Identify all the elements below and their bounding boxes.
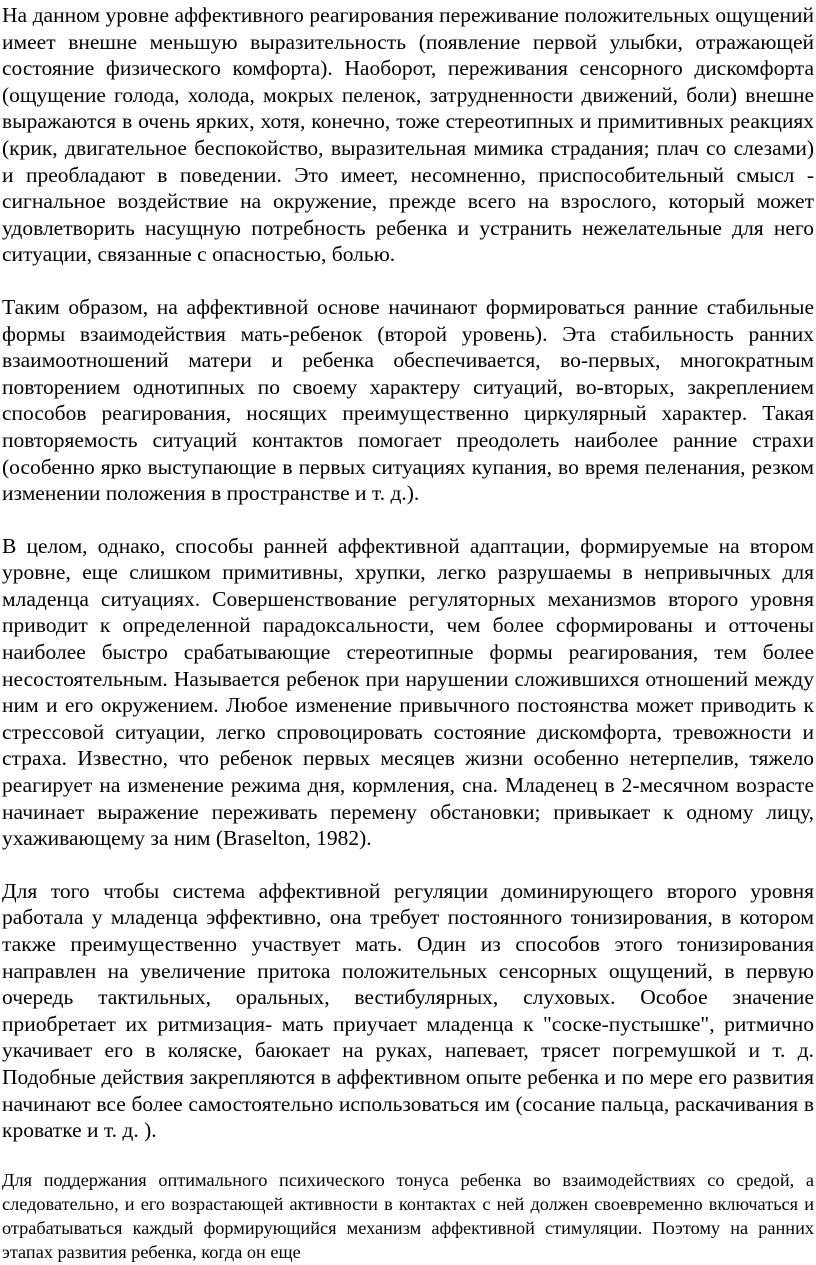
paragraph-4: Для того чтобы система аффективной регуляции доминирующего второго уровня работала у младенца эффективно, она требует постоянного тонизирования, в котором также преимущественно участвует мать. Один из способов этого тонизирования направлен на увеличение притока положительных сенсорных ощущений, в первую очередь тактильных, оральных, вестибулярных, слуховых. Особое значение приобретает их ритмизация- мать приучает младенца к "соске-пустышке", ритмично укачивает его в коляске, баюкает на руках, напевает, трясет погремушкой и т. д. Подобные действия закрепляются в аффективном опыте ребенка и по мере его развития начинают все более самостоятельно использоваться им (сосание пальца, раскачивания в кроватке и т. д. ). — [2, 878, 814, 1143]
paragraph-2: Таким образом, на аффективной основе начинают формироваться ранние стабильные формы взаимодействия мать-ребенок (второй уровень). Эта стабильность ранних взаимоотношений матери и ребенка обеспечивается, во-первых, многократным повторением однотипных по своему характеру ситуаций, во-вторых, закреплением способов реагирования, носящих преимущественно циркулярный характер. Такая повторяемость ситуаций контактов помогает преодолеть наиболее ранние страхи (особенно ярко выступающие в первых ситуациях купания, во время пеленания, резком изменении положения в пространстве и т. д.). — [2, 294, 814, 506]
paragraph-1: На данном уровне аффективного реагирования переживание положительных ощущений имеет внешне меньшую выразительность (появление первой улыбки, отражающей состояние физического комфорта). Наоборот, переживания сенсорного дискомфорта (ощущение голода, холода, мокрых пеленок, затрудненности движений, боли) внешне выражаются в очень ярких, хотя, конечно, тоже стереотипных и примитивных реакциях (крик, двигательное беспокойство, выразительная мимика страдания; плач со слезами) и преобладают в поведении. Это имеет, несомненно, приспособительный смысл - сигнальное воздействие на окружение, прежде всего на взрослого, который может удовлетворить насущную потребность ребенка и устранить нежелательные для него ситуации, связанные с опасностью, болью. — [2, 3, 814, 267]
paragraph-3: В целом, однако, способы ранней аффективной адаптации, формируемые на втором уровне, еще слишком примитивны, хрупки, легко разрушаемы в непривычных для младенца ситуациях. Совершенствование регуляторных механизмов второго уровня приводит к определенной парадоксальности, чем более сформированы и отточены наиболее быстро срабатывающие стереотипные формы реагирования, тем более несостоятельным. Называется ребенок при нарушении сложившихся отношений между ним и его окружением. Любое изменение привычного постоянства может приводить к стрессовой ситуации, легко спровоцировать состояние дискомфорта, тревожности и страха. Известно, что ребенок первых месяцев жизни особенно нетерпелив, тяжело реагирует на изменение режима дня, кормления, сна. Младенец в 2-месячном возрасте начинает выражение переживать перемену обстановки; привыкает к одному лицу, ухаживающему за ним (Braselton, 1982). — [2, 533, 814, 851]
paragraph-5: Для поддержания оптимального психического тонуса ребенка во взаимодействиях со средой, а следовательно, и его возрастающей активности в контактах с ней должен своевременно включаться и отрабатываться каждый формирующийся механизм аффективной стимуляции. Поэтому на ранних этапах развития ребенка, когда он еще — [2, 1169, 814, 1263]
